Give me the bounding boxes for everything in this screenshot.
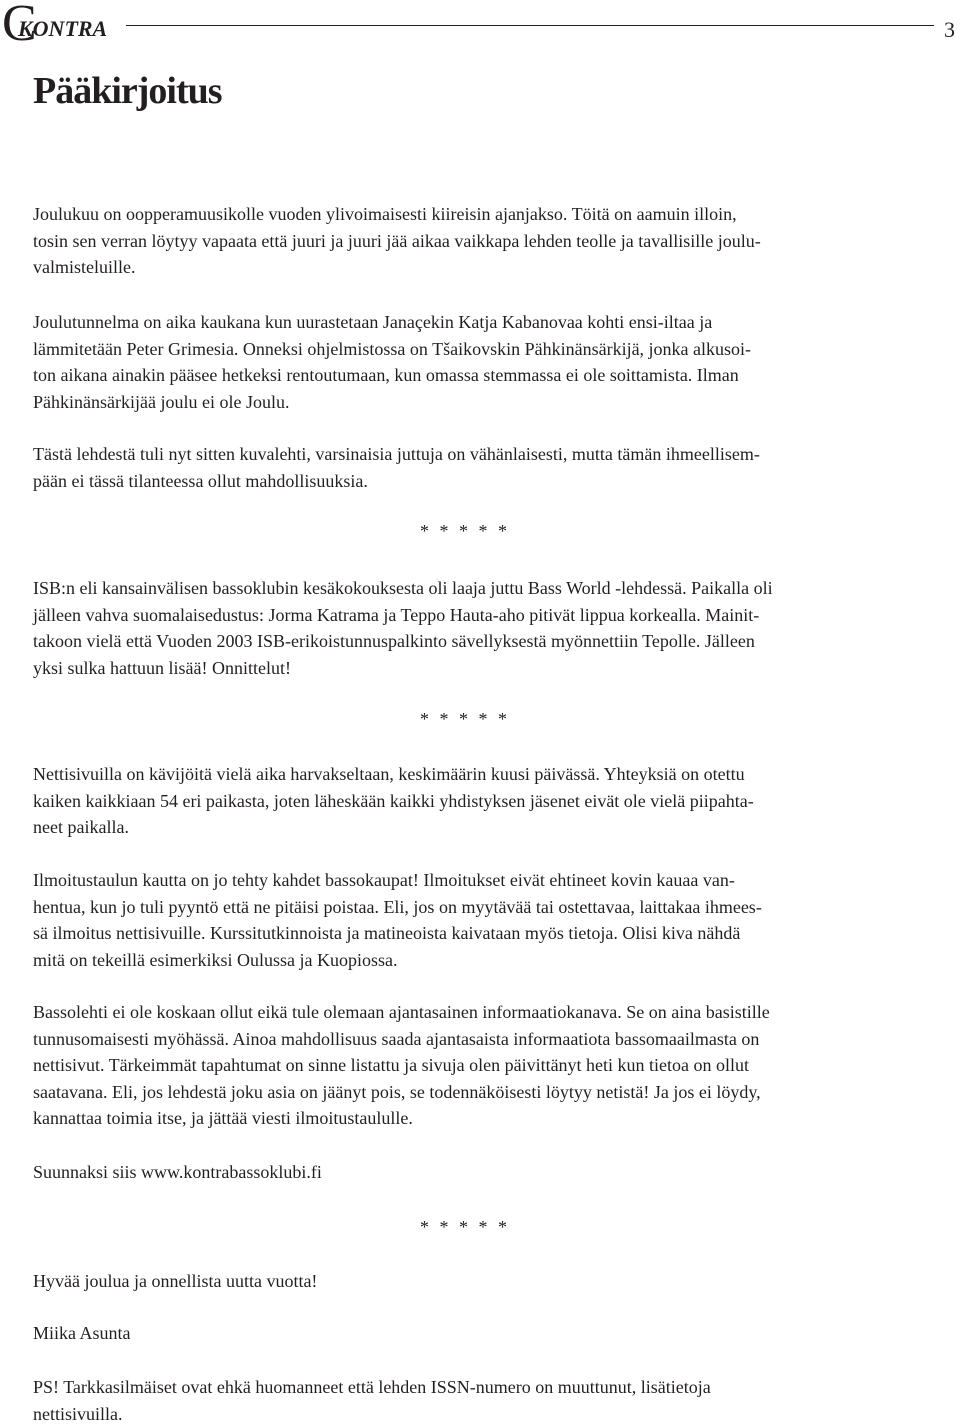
text-line: Bassolehti ei ole koskaan ollut eikä tule olemaan ajantasainen informaatiokanava. Se on aina basistille: [33, 1002, 770, 1022]
page-header: [0, 0, 960, 50]
text-line: tosin sen verran löytyy vapaata että juuri ja juuri jää aikaa vaikkapa lehden teolle ja tavallisille joulu-: [33, 230, 761, 251]
paragraph-5: [33, 761, 754, 841]
text-line: pään ei tässä tilanteessa ollut mahdollisuuksia.: [33, 470, 368, 491]
text-line: hentua, kun jo tuli pyyntö että ne pitäisi poistaa. Eli, jos on myytävää tai ostettavaa, laittakaa ihmees-: [33, 896, 762, 917]
text-line: nettisivut. Tärkeimmät tapahtumat on sinne listattu ja sivuja olen päivittänyt heti kun tietoa on ollut: [33, 1055, 750, 1075]
paragraph-1: [33, 201, 761, 281]
closing-greeting: [33, 1268, 317, 1295]
text-line: nettisivuilla.: [33, 1403, 123, 1424]
text-line: mitä on tekeillä esimerkiksi Oulussa ja Kuopiossa.: [33, 949, 398, 970]
text-line: ton aikana ainakin pääsee hetkeksi rentoutumaan, kun omassa stemmassa ei ole soittamista. Ilman: [33, 365, 739, 385]
page-title: Pääkirjoitus: [33, 70, 222, 112]
text-line: Joulutunnelma on aika kaukana kun uurastetaan Janaçekin Katja Kabanovaa kohti ensi-iltaa ja: [33, 312, 713, 332]
logo-text: KONTRA: [18, 16, 108, 41]
text-line: Tästä lehdestä tuli nyt sitten kuvalehti, varsinaisia juttuja on vähänlaisesti, mutta tämän ihmeellisem-: [33, 444, 760, 464]
postscript: [33, 1374, 711, 1427]
text-line: Nettisivuilla on kävijöitä vielä aika harvakseltaan, keskimäärin kuusi päivässä. Yhteyksiä on otettu: [33, 764, 745, 784]
logo-letter: C: [2, 0, 37, 52]
paragraph-3: [33, 441, 760, 494]
text-line: Joulukuu on oopperamuusikolle vuoden ylivoimaisesti kiireisin ajanjakso. Töitä on aamuin illoin,: [33, 204, 737, 224]
text-line: kaiken kaikkiaan 54 eri paikasta, joten läheskään kaikki yhdistyksen jäsenet eivät ole vielä piipahta-: [33, 790, 754, 811]
header-rule: [126, 25, 934, 26]
text-line: Miika Asunta: [33, 1323, 131, 1343]
text-line: jälleen vahva suomalaisedustus: Jorma Katrama ja Teppo Hauta-aho pitivät lippua korkealla. Mainit-: [33, 604, 760, 625]
text-line: yksi sulka hattuun lisää! Onnittelut!: [33, 657, 291, 678]
text-line: sä ilmoitus nettisivuille. Kurssitutkinnoista ja matineoista kaivataan myös tietoja. Olisi kiva nähdä: [33, 923, 741, 943]
text-line: lämmitetään Peter Grimesia. Onneksi ohjelmistossa on Tšaikovskin Pähkinänsärkijä, jonka alkusoi-: [33, 338, 752, 359]
page-number: 3: [944, 17, 955, 42]
text-line: takoon vielä että Vuoden 2003 ISB-erikoistunnuspalkinto sävellyksestä myönnettiin Tepolle. Jälleen: [33, 631, 755, 651]
text-line: saatavana. Eli, jos lehdestä joku asia on jäänyt pois, se todennäköisesti löytyy netistä! Ja jos ei löydy,: [33, 1081, 761, 1102]
text-line: PS! Tarkkasilmäiset ovat ehkä huomanneet että lehden ISSN-numero on muuttunut, lisätietoja: [33, 1377, 711, 1397]
paragraph-7: [33, 999, 770, 1132]
kontra-logo: [2, 0, 120, 52]
section-separator: * * * * *: [420, 521, 510, 541]
text-line: ISB:n eli kansainvälisen bassoklubin kesäkokouksesta oli laaja juttu Bass World -lehdessä. Paikalla oli: [33, 578, 773, 598]
text-line: Hyvää joulua ja onnellista uutta vuotta!: [33, 1271, 318, 1291]
section-separator: * * * * *: [420, 709, 510, 729]
paragraph-6: [33, 867, 762, 973]
text-line: Ilmoitustaulun kautta on jo tehty kahdet bassokaupat! Ilmoitukset eivät ehtineet kovin kauaa van-: [33, 870, 735, 890]
paragraph-2: [33, 309, 751, 415]
text-line: kannattaa toimia itse, ja jättää viesti ilmoitustaululle.: [33, 1108, 413, 1128]
text-line: tunnusomaisesti myöhässä. Ainoa mahdollisuus saada ajantasaista informaatiota bassomaailmasta on: [33, 1028, 760, 1049]
text-line: Pähkinänsärkijää joulu ei ole Joulu.: [33, 391, 290, 412]
signature: [33, 1320, 131, 1347]
text-line: Suunnaksi siis www.kontrabassoklubi.fi: [33, 1162, 322, 1182]
section-separator: * * * * *: [420, 1217, 510, 1237]
text-line: valmisteluille.: [33, 257, 136, 277]
paragraph-4: [33, 575, 773, 681]
paragraph-8: [33, 1159, 322, 1186]
text-line: neet paikalla.: [33, 817, 129, 837]
